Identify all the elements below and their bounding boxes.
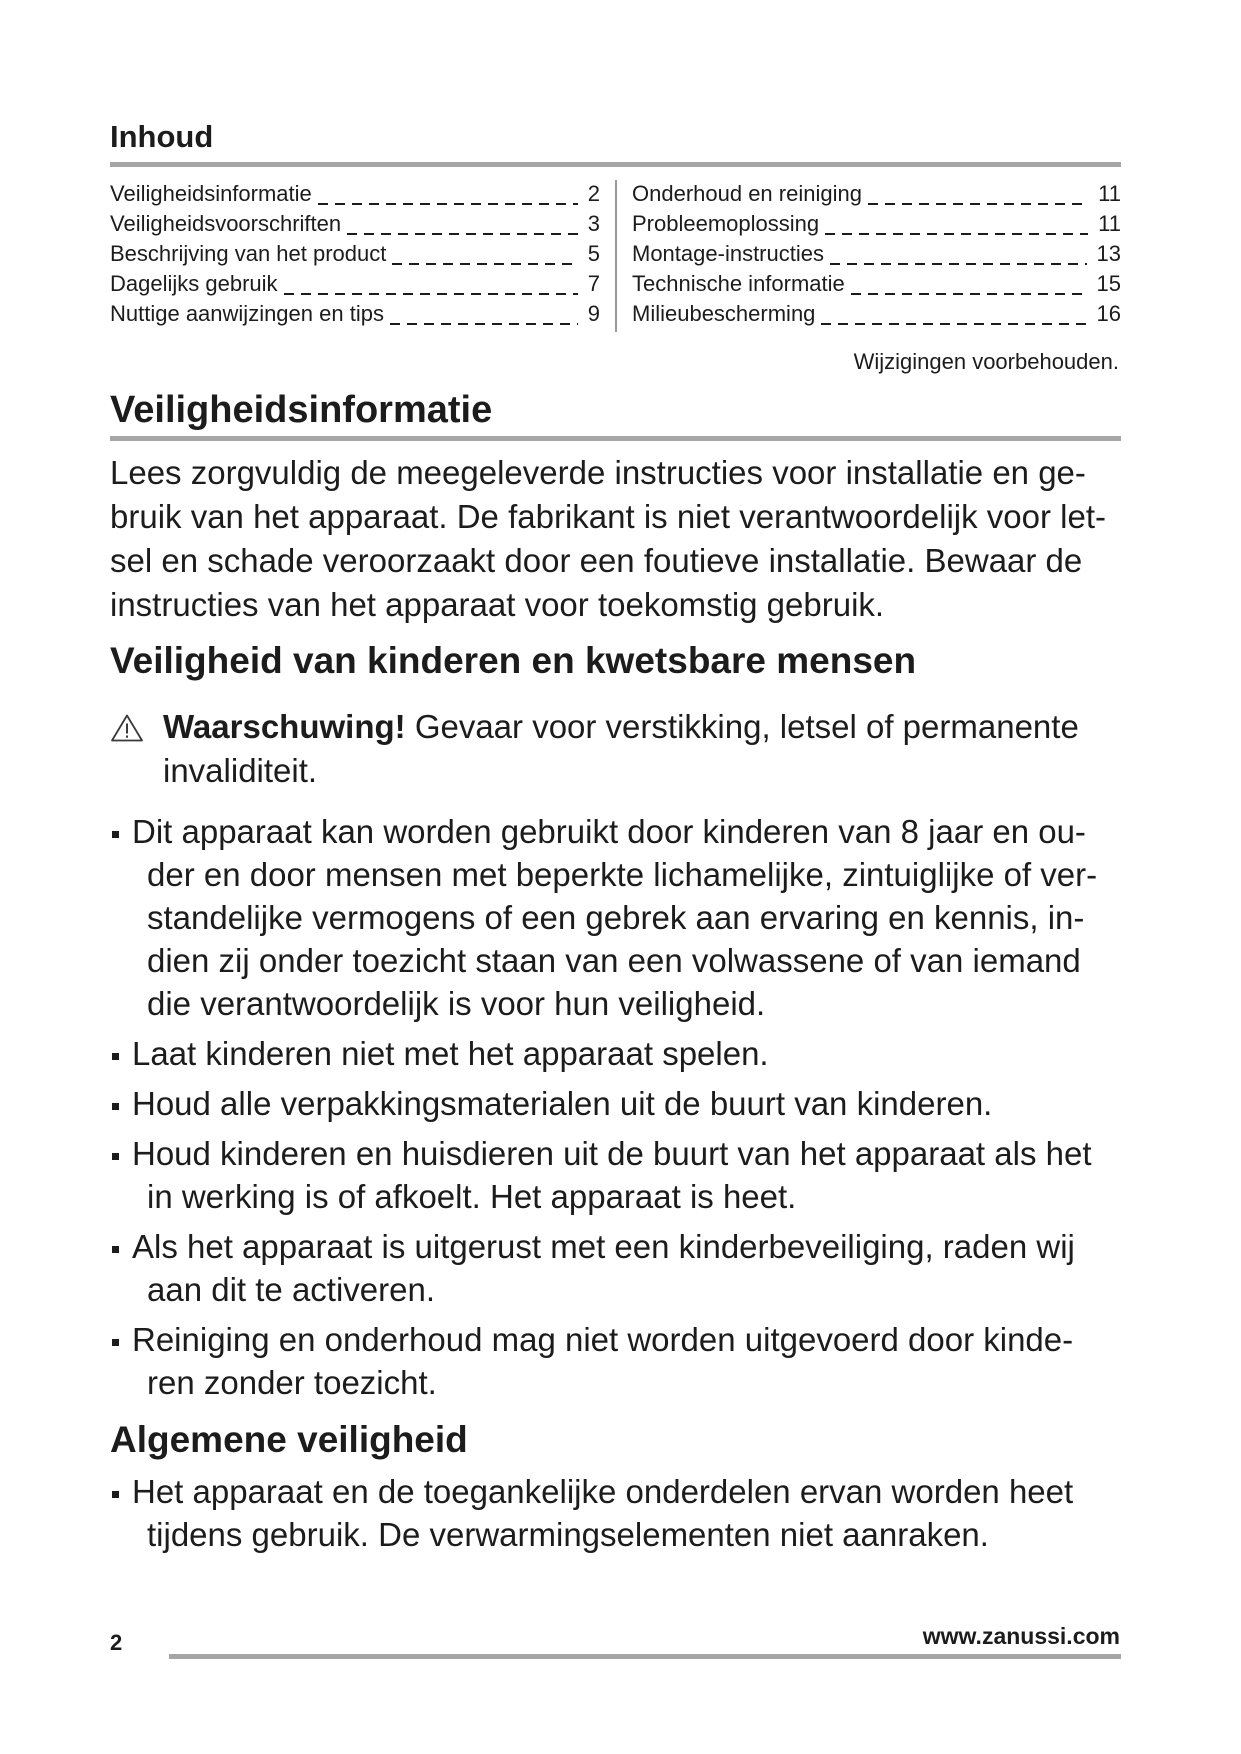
list-item — [110, 1318, 1121, 1404]
toc-entry-page: 7 — [587, 271, 600, 296]
toc-leader — [825, 233, 1088, 235]
section-title-rule — [110, 436, 1121, 441]
page-number: 2 — [110, 1630, 123, 1655]
toc-leader — [392, 263, 577, 265]
list-item-line: tijdens gebruik. De verwarmingselementen niet aanraken. — [147, 1516, 989, 1553]
toc-entry-label: Probleemoplossing — [632, 211, 820, 236]
paragraph-line: instructies van het apparaat voor toekomstig gebruik. — [110, 586, 885, 623]
list-item — [110, 1225, 1121, 1311]
toc-left-column — [110, 179, 600, 329]
bullet-icon — [112, 1053, 119, 1060]
toc-entry — [632, 179, 1121, 209]
warning-message — [163, 705, 1079, 793]
toc-entry — [632, 269, 1121, 299]
list-item-line: Reiniging en onderhoud mag niet worden uitgevoerd door kinde- — [132, 1321, 1074, 1358]
list-item-line: Houd alle verpakkingsmaterialen uit de buurt van kinderen. — [132, 1085, 993, 1122]
list-item-line: Als het apparaat is uitgerust met een kinderbeveiliging, raden wij — [132, 1228, 1075, 1265]
list-item-line: der en door mensen met beperkte lichamelijke, zintuiglijke of ver- — [147, 856, 1098, 893]
toc-entry-page: 15 — [1096, 271, 1121, 296]
list-item-line: dien zij onder toezicht staan van een volwassene of van iemand — [147, 942, 1081, 979]
warning-line — [163, 705, 1079, 749]
toc-right-column — [632, 179, 1121, 329]
bullet-icon — [112, 1491, 119, 1498]
bullet-icon — [112, 831, 119, 838]
list-item-line: ren zonder toezicht. — [147, 1364, 437, 1401]
list-item — [110, 810, 1121, 1025]
toc-entry-label: Milieubescherming — [632, 301, 816, 326]
list-item-line: die verantwoordelijk is voor hun veiligheid. — [147, 985, 766, 1022]
toc-entry-page: 9 — [587, 301, 600, 326]
list-item — [110, 1082, 1121, 1125]
toc-entry — [110, 299, 600, 329]
toc-leader — [390, 323, 578, 325]
toc-entry-page: 2 — [587, 181, 600, 206]
website-url: www.zanussi.com — [922, 1623, 1120, 1649]
toc-entry-label: Nuttige aanwijzingen en tips — [110, 301, 384, 326]
toc-entry — [110, 209, 600, 239]
children-safety-list — [110, 810, 1121, 1411]
list-item-line: Het apparaat en de toegankelijke onderdelen ervan worden heet — [132, 1473, 1074, 1510]
changes-reserved-note: Wijzigingen voorbehouden. — [853, 349, 1119, 374]
list-item-line: aan dit te activeren. — [147, 1271, 436, 1308]
toc-leader — [821, 323, 1086, 325]
list-item — [110, 1132, 1121, 1218]
paragraph-line: Lees zorgvuldig de meegeleverde instructies voor installatie en ge- — [110, 454, 1086, 491]
toc-entry — [632, 299, 1121, 329]
bullet-icon — [112, 1246, 119, 1253]
toc-entry-label: Dagelijks gebruik — [110, 271, 278, 296]
toc-title-rule — [110, 162, 1121, 167]
toc-leader — [284, 293, 578, 295]
toc-entry-page: 11 — [1098, 211, 1121, 236]
toc-title: Inhoud — [110, 119, 214, 154]
footer-rule — [169, 1654, 1121, 1659]
toc-entry-page: 11 — [1098, 181, 1121, 206]
toc-leader — [868, 203, 1088, 205]
list-item-line: Houd kinderen en huisdieren uit de buurt van het apparaat als het — [132, 1135, 1092, 1172]
list-item-line: Dit apparaat kan worden gebruikt door kinderen van 8 jaar en ou- — [132, 813, 1086, 850]
intro-paragraph — [110, 451, 1106, 627]
toc-column-divider — [615, 180, 617, 332]
bullet-icon — [112, 1103, 119, 1110]
list-item-line: standelijke vermogens of een gebrek aan ervaring en kennis, in- — [147, 899, 1085, 936]
warning-label: Waarschuwing! — [163, 708, 406, 745]
toc-entry — [632, 209, 1121, 239]
toc-entry-page: 13 — [1096, 241, 1121, 266]
toc-entry — [110, 179, 600, 209]
toc-entry-label: Montage-instructies — [632, 241, 824, 266]
toc-leader — [851, 293, 1087, 295]
paragraph-line: sel en schade veroorzaakt door een foutieve installatie. Bewaar de — [110, 542, 1083, 579]
toc-entry-page: 16 — [1096, 301, 1121, 326]
subsection-title-general-safety: Algemene veiligheid — [110, 1419, 468, 1460]
warning-text: Gevaar voor verstikking, letsel of permanente — [414, 708, 1079, 745]
bullet-icon — [112, 1339, 119, 1346]
list-item — [110, 1470, 1121, 1556]
section-title: Veiligheidsinformatie — [110, 389, 493, 431]
toc-entry-label: Veiligheidsvoorschriften — [110, 211, 342, 236]
subsection-title-children-safety: Veiligheid van kinderen en kwetsbare mensen — [110, 640, 917, 681]
toc-entry-label: Veiligheidsinformatie — [110, 181, 312, 206]
list-item-line: Laat kinderen niet met het apparaat spelen. — [132, 1035, 769, 1072]
toc-leader — [347, 233, 578, 235]
warning-line: invaliditeit. — [163, 752, 318, 789]
toc-entry — [632, 239, 1121, 269]
toc-entry-label: Onderhoud en reiniging — [632, 181, 862, 206]
paragraph-line: bruik van het apparaat. De fabrikant is niet verantwoordelijk voor let- — [110, 498, 1107, 535]
toc-entry — [110, 239, 600, 269]
toc-leader — [318, 203, 578, 205]
toc-entry — [110, 269, 600, 299]
toc-entry-page: 3 — [587, 211, 600, 236]
toc-entry-label: Beschrijving van het product — [110, 241, 387, 266]
toc-leader — [830, 263, 1087, 265]
toc-entry-label: Technische informatie — [632, 271, 845, 296]
list-item-line: in werking is of afkoelt. Het apparaat is heet. — [147, 1178, 797, 1215]
general-safety-list — [110, 1470, 1121, 1563]
toc-entry-page: 5 — [587, 241, 600, 266]
list-item — [110, 1032, 1121, 1075]
warning-triangle-icon — [110, 713, 144, 743]
bullet-icon — [112, 1153, 119, 1160]
